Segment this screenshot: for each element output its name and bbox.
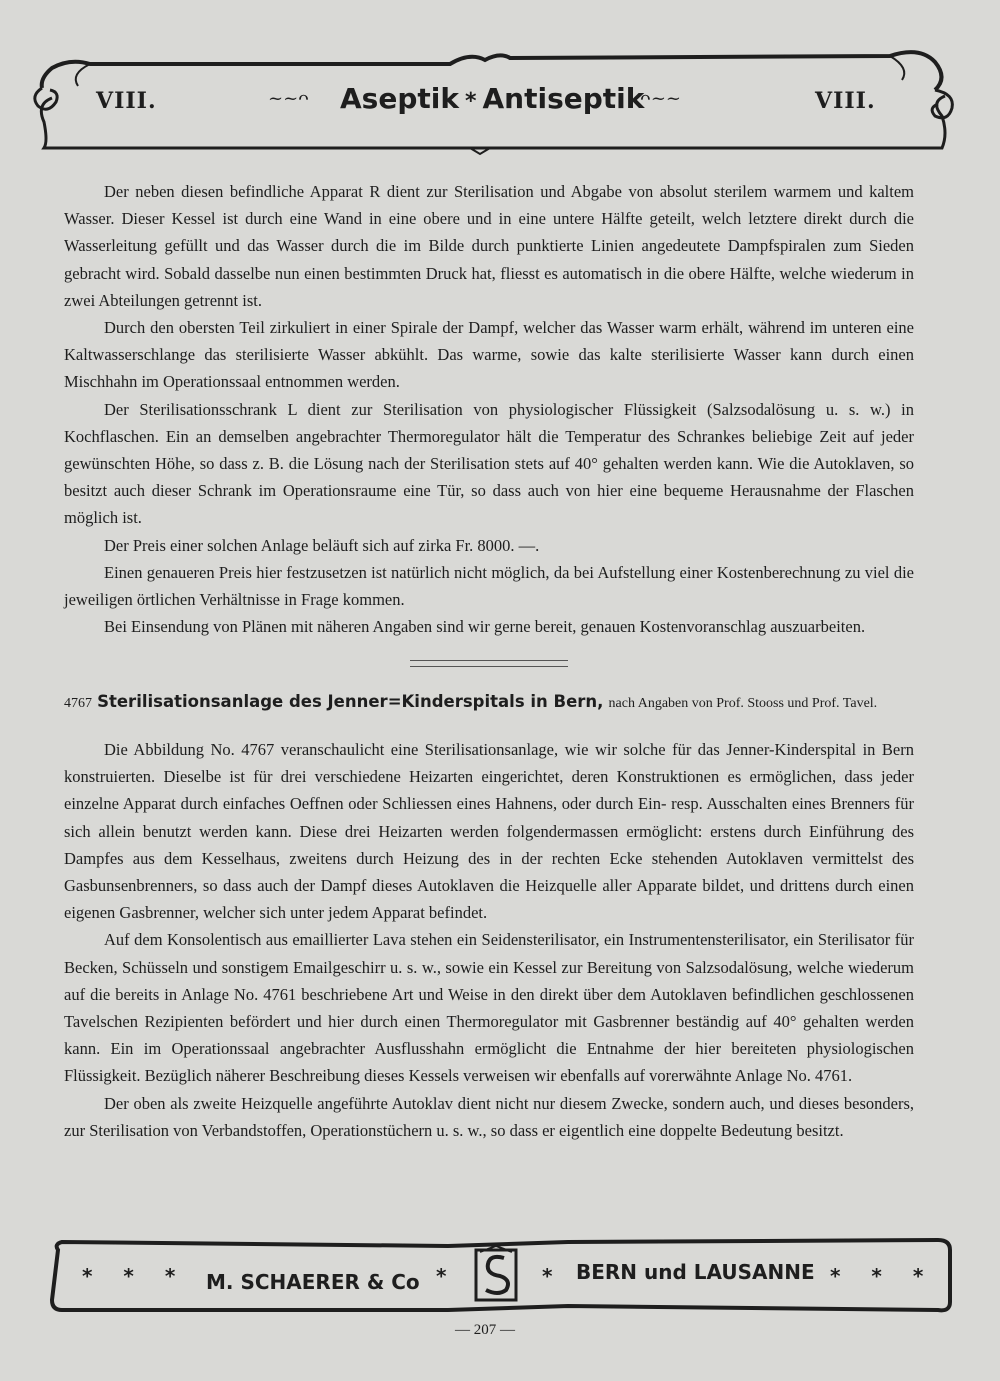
header-title — [340, 82, 645, 115]
paragraph: Auf dem Konsolentisch aus emaillierter Lava stehen ein Seidensterilisator, ein Instrumentensterilisator, ein Sterilisator für Becken, Schüsseln und sonstigem Emailgeschirr u. s. w., sowie ein Kessel zur Bereitung von Salzsodalösung, welche wiederum auf die bereits in Anlage No. 4761 beschriebene Art und Weise in den direkt über dem Autoklaven befindlichen geschlossenen Tavelschen Rezipienten befördert und hier durch einen Thermoregulator mit Gasbrenner beständig auf 40° gehalten werden kann. Ein im Operationssaal angebrachter Ausflusshahn ermöglicht die Entnahme der hier bereiteten physiologischen Flüssigkeit. Bezüglich näherer Beschreibung dieses Kessels verweisen wir ebenfalls auf vorerwähnte Anlage No. 4761. — [64, 930, 914, 1086]
body-block-2 — [64, 736, 914, 1144]
body-block-1 — [64, 178, 914, 640]
footer-star-mid-right: * — [542, 1264, 553, 1288]
paragraph: Bei Einsendung von Plänen mit näheren Angaben sind wir gerne bereit, genauen Kostenvoranschlag auszuarbeiten. — [104, 617, 866, 637]
monogram-icon — [470, 1244, 522, 1306]
header-title-star: * — [464, 89, 477, 114]
footer-stars-left: * * * — [82, 1264, 188, 1288]
section-subtitle: nach Angaben von Prof. Stooss und Prof. Tavel. — [608, 696, 878, 711]
section-heading — [64, 692, 924, 712]
paragraph: Der Preis einer solchen Anlage beläuft sich auf zirka Fr. 8000. —. — [104, 535, 540, 555]
footer-star-mid-left: * — [436, 1264, 447, 1288]
section-number: 4767 — [64, 696, 92, 711]
paragraph: Einen genaueren Preis hier festzusetzen ist natürlich nicht möglich, da bei Aufstellung einer Kostenberechnung zu viel die jeweiligen örtlichen Verhältnisse in Frage kommen. — [64, 562, 914, 610]
paragraph: Der oben als zweite Heizquelle angeführte Autoklav dient nicht nur diesem Zwecke, sondern auch, und dieses besonders, zur Sterilisation von Verbandstoffen, Operationstüchern u. s. w., so dass er eigentlich eine doppelte Bedeutung besitzt. — [64, 1093, 914, 1140]
footer-city: BERN und LAUSANNE — [576, 1260, 815, 1284]
section-title: Sterilisationsanlage des Jenner=Kinderspitals in Bern, — [97, 692, 604, 711]
header-numeral-right: VIII. — [815, 88, 876, 114]
footer-stars-right: * * * — [830, 1264, 936, 1288]
company-monogram-logo — [470, 1244, 522, 1310]
paragraph: Durch den obersten Teil zirkuliert in einer Spirale der Dampf, welcher das Wasser warm erhält, während im unteren eine Kaltwasserschlange das sterilisierte Wasser abkühlt. Das warme, sowie das kalte sterilisierte Wasser kann durch einen Mischhahn im Operationssaal entnommen werden. — [64, 318, 914, 392]
header-title-antiseptik: Antiseptik — [482, 82, 645, 115]
paragraph: Der neben diesen befindliche Apparat R dient zur Sterilisation und Abgabe von absolut sterilem warmem und kaltem Wasser. Dieser Kessel ist durch eine Wand in eine obere und in eine untere Hälfte geteilt, welch letztere direkt durch die Wasserleitung gefüllt und das Wasser durch die im Bilde durch punktierte Linien angedeutete Dampfspiralen zum Sieden gebracht wird. Sobald dasselbe nun einen bestimmten Druck hat, fliesst es automatisch in die obere Hälfte, welche wiederum in zwei Abteilungen getrennt ist. — [64, 182, 914, 310]
paragraph: Die Abbildung No. 4767 veranschaulicht eine Sterilisationsanlage, wie wir solche für das Jenner-Kinderspital in Bern konstruierten. Dieselbe ist für drei verschiedene Heizarten eingerichtet, deren Konstruktionen es ermöglichen, dass jeder einzelne Apparat durch einfaches Oeffnen oder Schliessen eines Hahnens, oder durch Ein- resp. Ausschalten eines Brenners für sich allein benutzt werden kann. Diese drei Heizarten werden folgendermassen ermöglicht: erstens durch Einführung des Dampfes aus dem Kesselhaus, zweitens durch Heizung des in der rechten Ecke stehenden Autoklaven vermittelst des Gasbunsenbrenners, so dass auch der Dampf dieses Autoklaven die Heizquelle aller Apparate bildet, und drittens durch einen eigenen Gasbrenner, welcher sich unter jedem Apparat befindet. — [64, 740, 914, 923]
paragraph: Der Sterilisationsschrank L dient zur Sterilisation von physiologischer Flüssigkeit (Salzsodalösung u. s. w.) in Kochflaschen. Ein an demselben angebrachter Thermoregulator hält die Temperatur des Schrankes beliebige Zeit auf jeder gewünschten Höhe, so dass z. B. die Lösung nach der Sterilisation stets auf 40° gehalten werden kann. Wie die Autoklaven, so besitzt auch dieser Schrank im Operationsraume eine Tür, so dass auch von hier eine bequeme Herausnahme der Flaschen möglich ist. — [64, 399, 914, 528]
header-numeral-left: VIII. — [96, 88, 157, 114]
header-swirl-right: ᴖ~~ — [640, 88, 682, 109]
header-title-aseptik: Aseptik — [340, 82, 459, 115]
section-divider — [410, 660, 568, 667]
footer-company: M. SCHAERER & Co — [206, 1270, 420, 1294]
header-swirl-left: ~~ᴖ — [268, 88, 310, 109]
page-number: — 207 — — [455, 1322, 515, 1338]
